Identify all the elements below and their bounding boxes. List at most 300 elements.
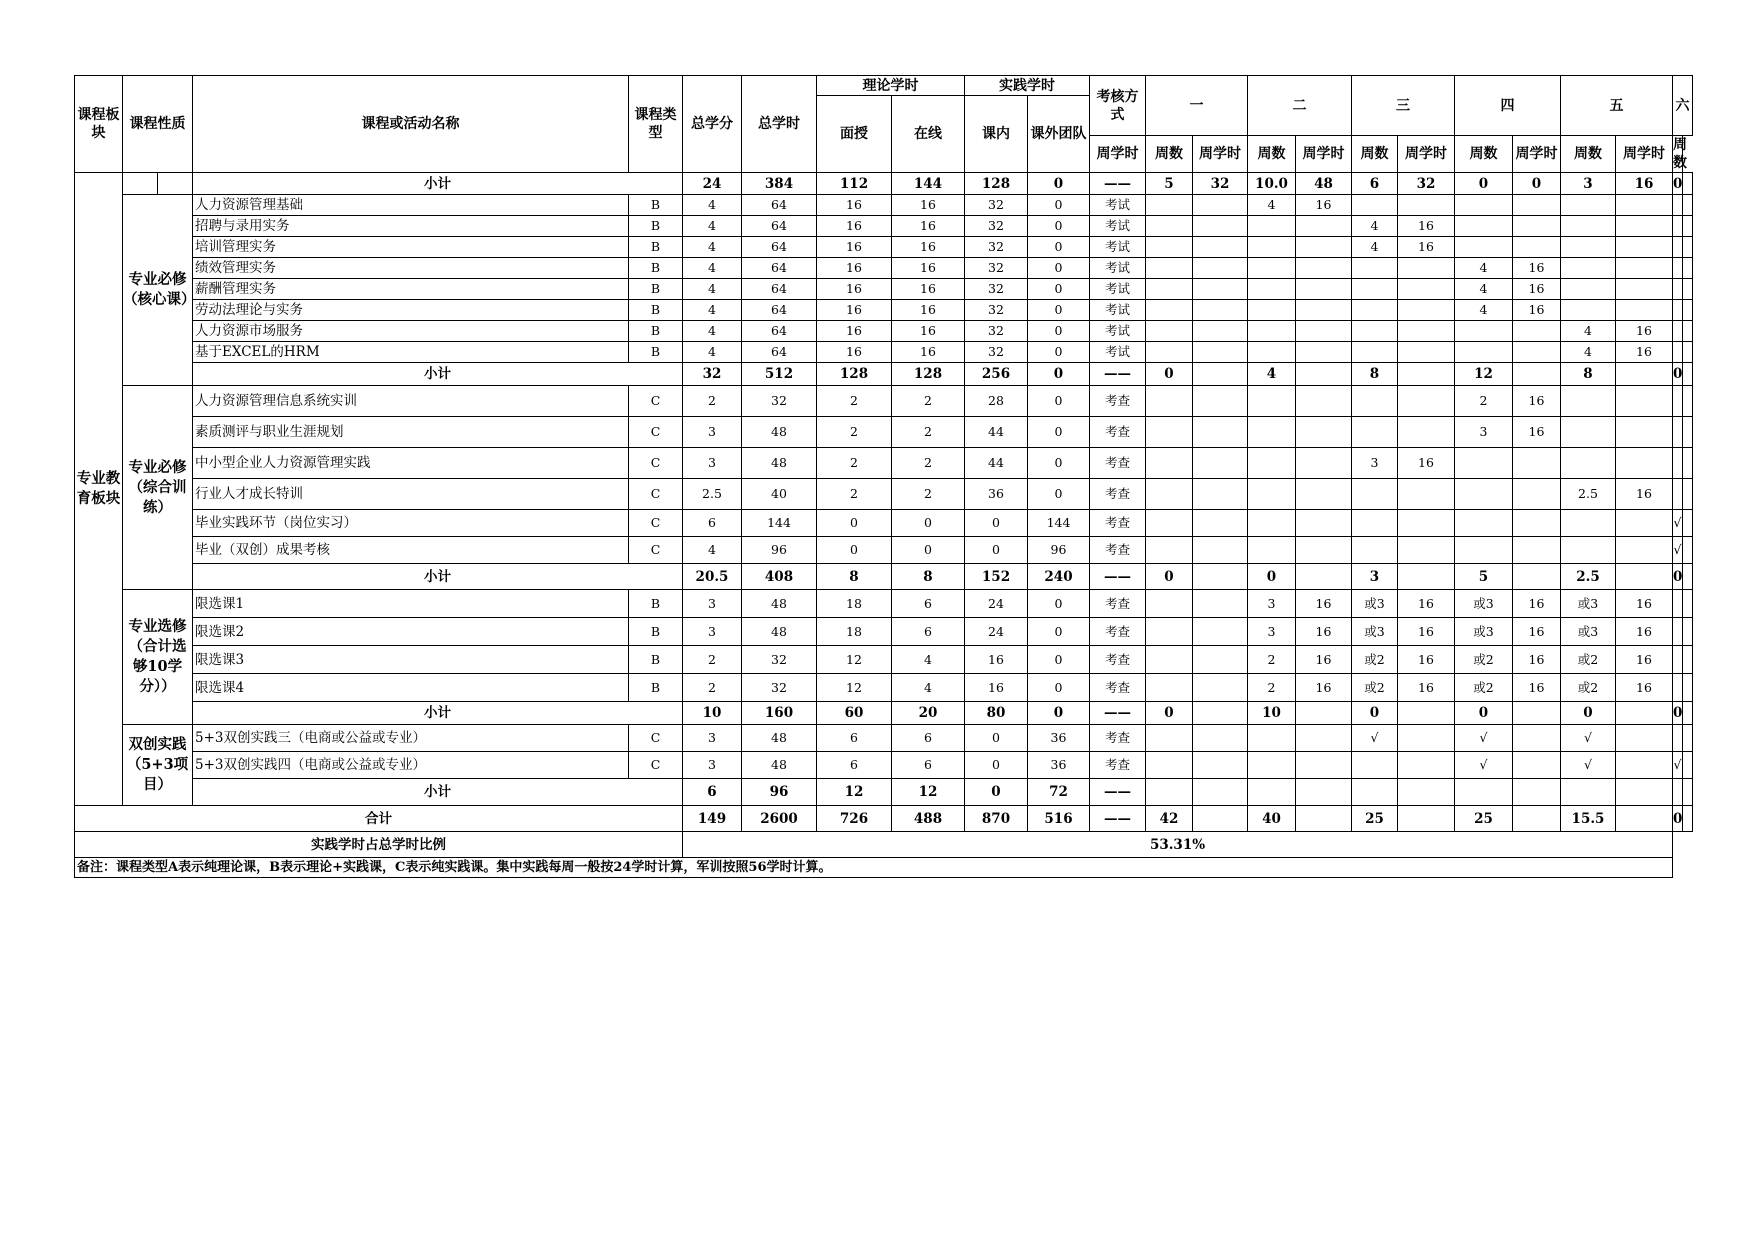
subtotal-cell: 3 [1561,173,1616,195]
table-cell [1561,216,1616,237]
table-cell [1513,321,1561,342]
subtotal-cell: 12 [817,779,892,806]
table-cell: √ [1352,725,1398,752]
table-cell [1146,417,1193,448]
table-cell [1616,448,1673,479]
subtotal-cell: 48 [1296,173,1352,195]
table-row [75,195,1693,216]
table-cell [1352,195,1398,216]
table-cell [1561,300,1616,321]
table-cell [1248,300,1296,321]
subtotal-cell: 0 [1146,363,1193,386]
header-semester-6: 六 [1673,76,1693,136]
table-cell [1296,258,1352,279]
total-row [75,806,1693,832]
table-cell [1352,479,1398,510]
table-cell: 考查 [1090,448,1146,479]
table-cell: 16 [1296,646,1352,674]
table-cell [1683,590,1693,618]
table-cell: 16 [817,342,892,363]
table-cell: √ [1455,752,1513,779]
table-cell: 6 [892,725,965,752]
table-cell: 16 [1513,300,1561,321]
blank-cell [158,173,193,195]
table-cell: 考查 [1090,646,1146,674]
table-row [75,618,1693,646]
table-cell: 16 [817,279,892,300]
table-cell [1683,646,1693,674]
table-cell [1146,279,1193,300]
header-row-1 [75,76,1693,96]
table-cell [1455,237,1513,258]
table-cell: 32 [965,342,1028,363]
table-cell: C [629,386,683,417]
subtotal-cell: 0 [1028,363,1090,386]
table-cell: 16 [1296,195,1352,216]
table-cell [1193,752,1248,779]
table-cell [1513,537,1561,564]
table-cell [1146,510,1193,537]
table-cell [1513,448,1561,479]
table-cell: 0 [1028,321,1090,342]
table-cell: 0 [892,510,965,537]
header-week-hours-1: 周学时 [1090,136,1146,173]
subtotal-label: 小计 [193,363,683,386]
table-cell [1146,448,1193,479]
total-cell: 40 [1248,806,1296,832]
table-cell: 16 [1398,237,1455,258]
table-cell: 考查 [1090,386,1146,417]
subtotal-cell [1398,363,1455,386]
table-cell: 24 [965,590,1028,618]
table-cell: 考查 [1090,590,1146,618]
table-cell: 16 [892,216,965,237]
table-cell [1146,618,1193,646]
table-cell [1398,258,1455,279]
table-cell: B [629,237,683,258]
table-cell: 64 [742,195,817,216]
header-nature: 课程性质 [123,76,193,173]
subtotal-cell: 0 [1455,702,1513,725]
table-cell [1455,479,1513,510]
subtotal-cell [1193,564,1248,590]
table-cell [1561,448,1616,479]
table-cell: B [629,342,683,363]
table-cell: C [629,752,683,779]
table-cell [1561,279,1616,300]
table-row [75,216,1693,237]
table-cell: 考试 [1090,300,1146,321]
table-cell [1146,386,1193,417]
table-cell [1398,752,1455,779]
table-cell [1561,386,1616,417]
table-cell: 6 [892,590,965,618]
header-name: 课程或活动名称 [193,76,629,173]
total-cell: —— [1090,806,1146,832]
table-cell: 36 [965,479,1028,510]
subtotal-cell: —— [1090,779,1146,806]
subtotal-cell: 160 [742,702,817,725]
group-label: 专业必修（核心课） [123,195,193,386]
table-cell: 0 [1028,674,1090,702]
table-cell [1513,510,1561,537]
table-cell: 16 [817,195,892,216]
table-cell [1352,386,1398,417]
table-cell: 16 [892,300,965,321]
table-cell: 24 [965,618,1028,646]
header-practice: 实践学时 [965,76,1090,96]
table-cell [1146,646,1193,674]
table-cell [1146,300,1193,321]
subtotal-cell [1296,779,1352,806]
table-cell: 16 [1513,258,1561,279]
table-cell: √ [1561,725,1616,752]
table-cell: 或3 [1561,618,1616,646]
subtotal-cell [1146,779,1193,806]
table-cell [1193,216,1248,237]
table-cell [1193,618,1248,646]
table-cell [1513,237,1561,258]
subtotal-cell: 144 [892,173,965,195]
table-cell [1455,195,1513,216]
subtotal-cell: 0 [1673,363,1683,386]
total-cell [1398,806,1455,832]
table-cell [1683,386,1693,417]
table-cell [1146,479,1193,510]
course-name: 基于EXCEL的HRM [193,342,629,363]
total-cell: 488 [892,806,965,832]
table-row [75,342,1693,363]
table-cell: 6 [892,752,965,779]
table-cell: 64 [742,300,817,321]
total-cell: 25 [1455,806,1513,832]
table-cell: 或2 [1561,674,1616,702]
subtotal-cell [1616,363,1673,386]
table-cell [1352,342,1398,363]
table-cell [1673,321,1683,342]
subtotal-cell: 20.5 [683,564,742,590]
table-cell: 16 [817,216,892,237]
subtotal-cell: —— [1090,173,1146,195]
course-name: 中小型企业人力资源管理实践 [193,448,629,479]
table-cell: 4 [683,537,742,564]
table-cell: 6 [817,725,892,752]
subtotal-cell: 3 [1352,564,1398,590]
table-cell: 4 [1352,216,1398,237]
table-cell [1146,342,1193,363]
table-cell: 16 [1513,279,1561,300]
subtotal-cell: 128 [817,363,892,386]
table-cell: C [629,448,683,479]
header-week-hours-4: 周学时 [1398,136,1455,173]
total-cell: 25 [1352,806,1398,832]
subtotal-cell: 0 [1352,702,1398,725]
table-cell: 4 [892,646,965,674]
total-cell [1616,806,1673,832]
subtotal-row [75,702,1693,725]
table-cell: √ [1673,510,1683,537]
table-cell: 2 [892,417,965,448]
table-row [75,646,1693,674]
table-cell [1683,195,1693,216]
table-cell [1248,216,1296,237]
table-cell: 0 [1028,479,1090,510]
table-cell [1193,237,1248,258]
ratio-value: 53.31% [683,832,1673,858]
table-cell: 2 [892,386,965,417]
header-weeks-2: 周数 [1248,136,1296,173]
table-cell: 0 [1028,448,1090,479]
total-cell: 2600 [742,806,817,832]
subtotal-label: 小计 [193,779,683,806]
table-cell: 考试 [1090,321,1146,342]
course-name: 毕业实践环节（岗位实习） [193,510,629,537]
table-cell [1673,590,1683,618]
table-cell: B [629,674,683,702]
table-cell [1683,342,1693,363]
table-cell: 16 [1398,618,1455,646]
table-cell [1146,674,1193,702]
table-cell [1561,417,1616,448]
table-cell: 3 [683,417,742,448]
table-cell [1455,448,1513,479]
table-cell [1683,417,1693,448]
table-cell [1683,479,1693,510]
subtotal-row [75,779,1693,806]
table-cell: B [629,258,683,279]
course-name: 素质测评与职业生涯规划 [193,417,629,448]
table-cell: 16 [892,195,965,216]
table-cell: 2 [817,448,892,479]
table-cell [1398,321,1455,342]
table-cell: 16 [1513,646,1561,674]
table-cell [1683,510,1693,537]
subtotal-cell [1296,702,1352,725]
table-cell [1673,417,1683,448]
curriculum-table [74,75,1693,878]
table-cell: 或2 [1561,646,1616,674]
header-semester-4: 四 [1455,76,1561,136]
header-semester-2: 二 [1248,76,1352,136]
table-cell [1616,752,1673,779]
table-cell [1455,537,1513,564]
table-cell: 2 [817,417,892,448]
table-cell: 4 [683,342,742,363]
subtotal-cell: 0 [1513,173,1561,195]
subtotal-cell: 112 [817,173,892,195]
subtotal-cell: 8 [817,564,892,590]
table-cell [1398,386,1455,417]
table-cell: 0 [965,537,1028,564]
table-cell: 32 [965,321,1028,342]
subtotal-row [75,564,1693,590]
table-cell: 4 [1561,321,1616,342]
table-cell [1146,321,1193,342]
table-cell [1683,618,1693,646]
subtotal-cell: 24 [683,173,742,195]
table-cell: 4 [1455,258,1513,279]
subtotal-cell [1513,564,1561,590]
table-cell: 16 [1513,674,1561,702]
subtotal-cell: 0 [1673,702,1683,725]
header-credits: 总学分 [683,76,742,173]
table-cell: 32 [742,646,817,674]
table-cell: C [629,479,683,510]
table-cell [1352,537,1398,564]
subtotal-cell [1683,564,1693,590]
table-cell [1455,510,1513,537]
table-row [75,537,1693,564]
table-cell [1296,216,1352,237]
subtotal-cell: 0 [1673,564,1683,590]
table-cell: 考查 [1090,510,1146,537]
header-theory: 理论学时 [817,76,965,96]
table-cell: B [629,216,683,237]
table-cell: 16 [1616,674,1673,702]
table-cell: 0 [817,537,892,564]
table-cell: 考查 [1090,417,1146,448]
table-cell [1683,537,1693,564]
header-exam: 考核方式 [1090,76,1146,136]
subtotal-cell: 6 [683,779,742,806]
subtotal-cell [1296,564,1352,590]
table-cell [1296,237,1352,258]
table-cell: 3 [1455,417,1513,448]
subtotal-cell [1455,779,1513,806]
table-cell: 16 [1296,618,1352,646]
table-cell: 0 [1028,417,1090,448]
table-cell: 36 [1028,725,1090,752]
subtotal-label: 小计 [193,564,683,590]
subtotal-cell: 16 [1616,173,1673,195]
total-cell: 42 [1146,806,1193,832]
table-row [75,752,1693,779]
subtotal-cell: —— [1090,564,1146,590]
table-cell [1146,725,1193,752]
subtotal-cell: 128 [892,363,965,386]
subtotal-cell [1193,779,1248,806]
table-cell: 64 [742,342,817,363]
header-semester-5: 五 [1561,76,1673,136]
subtotal-cell [1398,702,1455,725]
table-cell: 4 [1455,300,1513,321]
table-cell [1561,195,1616,216]
table-cell [1193,386,1248,417]
table-cell: 2.5 [683,479,742,510]
table-cell [1455,216,1513,237]
table-cell [1683,300,1693,321]
table-cell: 或3 [1455,590,1513,618]
table-cell: 0 [1028,216,1090,237]
table-cell [1616,386,1673,417]
subtotal-cell: 12 [892,779,965,806]
table-cell: √ [1561,752,1616,779]
group-label: 双创实践（5+3项目） [123,725,193,806]
table-cell: 16 [892,342,965,363]
table-cell: 48 [742,725,817,752]
table-cell: 32 [965,279,1028,300]
header-semester-1: 一 [1146,76,1248,136]
table-cell: B [629,618,683,646]
table-cell [1248,321,1296,342]
table-cell: 4 [1352,237,1398,258]
table-cell [1513,342,1561,363]
table-cell: 6 [683,510,742,537]
table-cell: 44 [965,448,1028,479]
table-row [75,279,1693,300]
table-cell: 16 [892,279,965,300]
table-cell [1296,752,1352,779]
table-cell: 40 [742,479,817,510]
table-cell: 18 [817,590,892,618]
subtotal-cell [1561,779,1616,806]
table-cell [1616,195,1673,216]
table-cell [1616,279,1673,300]
table-row [75,590,1693,618]
table-cell [1673,674,1683,702]
table-cell: 18 [817,618,892,646]
course-name: 行业人才成长特训 [193,479,629,510]
table-cell: 考查 [1090,479,1146,510]
table-cell: 4 [683,258,742,279]
header-type: 课程类型 [629,76,683,173]
table-cell: 考试 [1090,195,1146,216]
table-cell: 2 [683,646,742,674]
table-cell [1398,342,1455,363]
table-cell: 4 [1561,342,1616,363]
header-week-hours-5: 周学时 [1513,136,1561,173]
table-cell: 0 [965,752,1028,779]
table-cell: 16 [1398,590,1455,618]
subtotal-cell: 5 [1146,173,1193,195]
header-week-hours-3: 周学时 [1296,136,1352,173]
table-cell [1398,479,1455,510]
course-name: 限选课2 [193,618,629,646]
subtotal-cell [1296,363,1352,386]
table-row [75,237,1693,258]
subtotal-cell [1513,779,1561,806]
table-cell [1193,646,1248,674]
subtotal-cell [1673,779,1683,806]
blank-cell [123,173,158,195]
course-name: 限选课1 [193,590,629,618]
table-cell [1296,725,1352,752]
header-theory-online: 在线 [892,96,965,173]
subtotal-cell: 8 [892,564,965,590]
table-cell: 16 [817,237,892,258]
subtotal-cell [1513,702,1561,725]
total-cell [1683,806,1693,832]
table-cell: 或2 [1455,646,1513,674]
table-cell [1673,618,1683,646]
table-cell: 16 [1398,674,1455,702]
table-cell: 0 [892,537,965,564]
subtotal-cell: 32 [1193,173,1248,195]
header-weeks-5: 周数 [1561,136,1616,173]
header-weeks-4: 周数 [1455,136,1513,173]
table-cell [1616,258,1673,279]
table-cell [1683,725,1693,752]
table-cell [1398,725,1455,752]
table-cell: B [629,590,683,618]
course-name: 毕业（双创）成果考核 [193,537,629,564]
total-cell: 0 [1673,806,1683,832]
total-cell: 516 [1028,806,1090,832]
table-cell [1296,510,1352,537]
subtotal-cell [1616,702,1673,725]
table-cell [1248,537,1296,564]
table-cell [1673,195,1683,216]
